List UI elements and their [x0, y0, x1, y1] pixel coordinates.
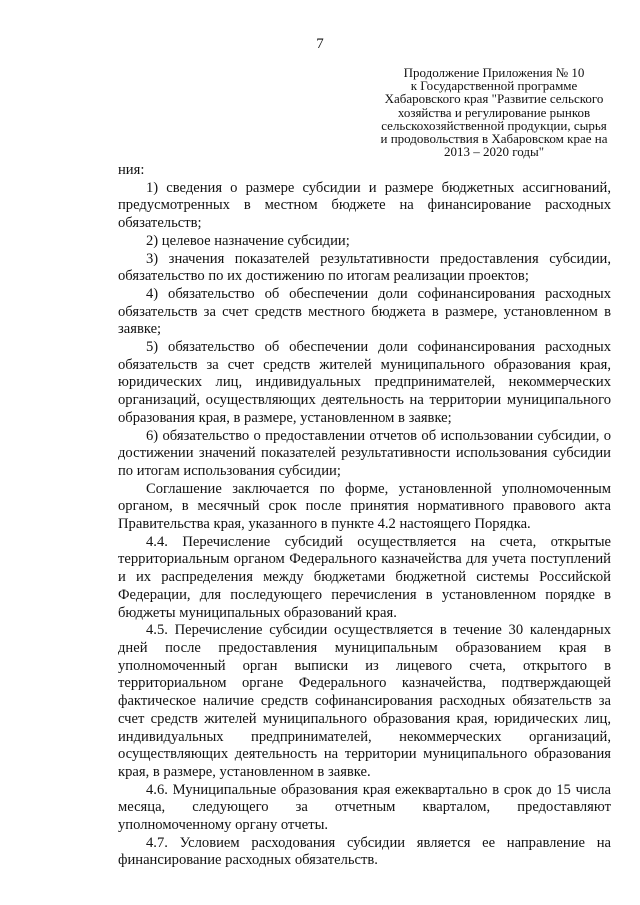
appendix-header-line: к Государственной программе	[410, 78, 578, 94]
paragraph-agreement: Соглашение заключается по форме, установленной уполномоченным органом, в месячный срок после принятия нормативного правового акта Правительства края, указанного в пункте 4.2 настоящего Порядка.	[118, 480, 611, 533]
paragraph-item-4: 4) обязательство об обеспечении доли софинансирования расходных обязательств за счет средств местного бюджета в размере, установленном в заявке;	[118, 285, 611, 338]
appendix-header-line: Хабаровского края "Развитие сельского	[384, 91, 604, 107]
paragraph-item-6: 6) обязательство о предоставлении отчетов об использовании субсидии, о достижении значений показателей результативности использования субсидии по итогам использования субсидии;	[118, 427, 611, 479]
paragraph-4-5: 4.5. Перечисление субсидии осуществляется в течение 30 календарных дней после предоставления муниципальным образованием края в уполномоченный орган выписки из лицевого счета, открытого в территориальном органе Федерального казначейства, подтверждающей фактическое наличие средств софинансирования расходных обязательств за счет средств жителей муниципального образования края, юридических лиц, индивидуальных предпринимателей, некоммерческих организаций, осуществляющих деятельность на территории муниципального образования края, в размере, установленном в заявке.	[118, 622, 611, 780]
paragraph-4-6: 4.6. Муниципальные образования края ежеквартально в срок до 15 числа месяца, следующего за отчетным кварталом, предоставляют уполномоченному органу отчеты.	[118, 781, 611, 834]
paragraph-item-3: 3) значения показателей результативности предоставления субсидии, обязательство по их достижению по итогам реализации проектов;	[118, 250, 611, 285]
appendix-header	[375, 66, 613, 158]
appendix-header-line: и продовольствия в Хабаровском крае на	[380, 131, 608, 147]
appendix-header-line: Продолжение Приложения № 10	[403, 65, 585, 80]
page-number: 7	[316, 36, 324, 52]
continuation-text: ния:	[118, 162, 145, 178]
paragraph-item-1: 1) сведения о размере субсидии и размере бюджетных ассигнований, предусмотренных в местном бюджете на финансирование расходных обязательств;	[118, 179, 611, 232]
appendix-header-line: 2013 – 2020 годы"	[443, 144, 545, 160]
appendix-header-line: хозяйства и регулирование рынков	[397, 104, 591, 120]
document-body	[118, 162, 611, 870]
appendix-header-line: сельскохозяйственной продукции, сырья	[381, 117, 607, 133]
paragraph-item-2: 2) целевое назначение субсидии;	[146, 232, 350, 249]
paragraph-4-4: 4.4. Перечисление субсидий осуществляется на счета, открытые территориальным органом Федерального казначейства для учета поступлений и их распределения между бюджетами бюджетной системы Российской Федерации, для последующего перечисления в установленном порядке в бюджеты муниципальных образований края.	[118, 533, 611, 621]
paragraph-4-7: 4.7. Условием расходования субсидии является ее направление на финансирование расходных обязательств.	[118, 834, 611, 869]
paragraph-item-5: 5) обязательство об обеспечении доли софинансирования расходных обязательств за счет средств жителей муниципального образования края, юридических лиц, индивидуальных предпринимателей, некоммерческих организаций, осуществляющих деятельность на территории муниципального образования края, в размере, установленном в заявке;	[118, 339, 611, 426]
